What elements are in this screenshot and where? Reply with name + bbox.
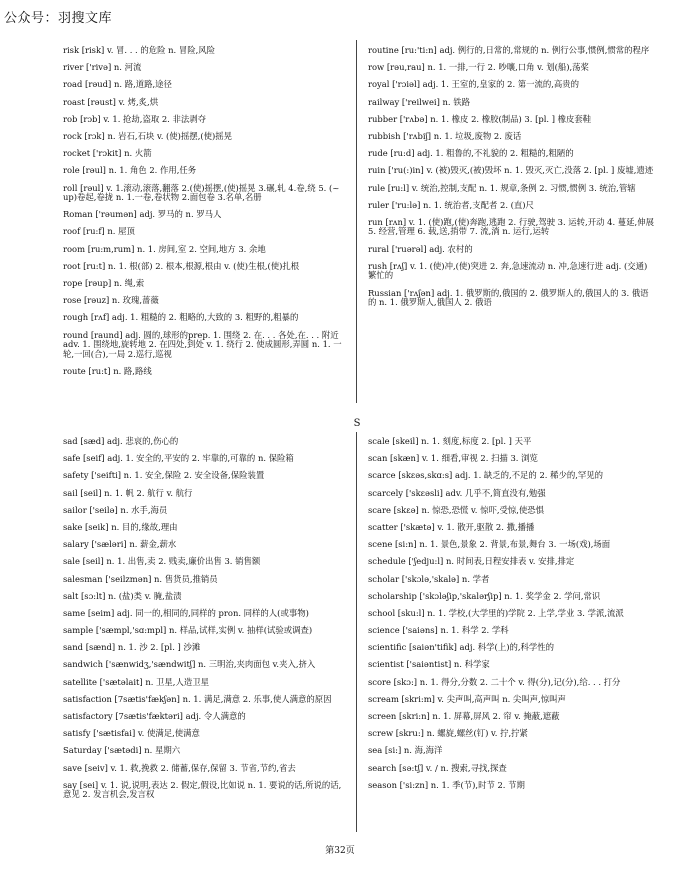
dictionary-entry: screen [skri:n] n. 1. 屏幕,屏风 2. 帘 v. 掩蔽,遮蔽 [368,711,560,721]
dictionary-entry: room [ru:m,rum] n. 1. 房间,室 2. 空间,地方 3. 余地 [63,243,266,254]
dictionary-entry: sample ['sæmpl,'sɑ:mpl] n. 样品,试样,实例 v. 抽样(试验或调查) [63,625,313,636]
dictionary-entry: route [ru:t] n. 路,路线 [63,365,152,376]
dictionary-entry: scholar ['skɔlə,'skalə] n. 学者 [368,573,490,584]
dictionary-entry: ruin ['ru(:)in] v. (被)毁灭,(被)毁坏 n. 1. 毁灭,灭亡,没落 2. [pl. ] 废墟,遗迹 [368,165,654,176]
header-title: 公众号：羽搜文库 [4,11,113,26]
dictionary-entry: satisfaction [7sætis'fækʃən] n. 1. 满足,满意 2. 乐事,使人满意的原因 [63,693,332,704]
column-top-left [63,46,345,384]
dictionary-entry: safety ['seifti] n. 1. 安全,保险 2. 安全设备,保险装置 [63,470,265,481]
dictionary-entry: rocket ['rɔkit] n. 火箭 [63,148,152,159]
dictionary-entry: royal ['rɔiəl] adj. 1. 王室的,皇家的 2. 第一流的,高贵的 [368,79,580,90]
dictionary-entry: Saturday ['sætədi] n. 星期六 [63,745,181,756]
dictionary-entry: salt [sɔ:lt] n. (盐)类 v. 腌,盐渍 [63,590,182,601]
dictionary-entry: scan [skæn] v. 1. 细看,审视 2. 扫描 3. 浏览 [368,453,538,464]
dictionary-entry: safe [seif] adj. 1. 安全的,平安的 2. 牢靠的,可靠的 n. 保险箱 [63,453,294,464]
dictionary-entry: scarcely ['skɛəsli] adv. 几乎不,简直没有,勉强 [368,487,546,498]
dictionary-entry: satellite ['sætəlait] n. 卫星,人造卫星 [63,676,209,687]
dictionary-entry: school [sku:l] n. 1. 学校,(大学里的)学院 2. 上学,学业 3. 学派,流派 [368,607,624,618]
dictionary-entry: rope [rəup] n. 绳,索 [63,278,145,289]
dictionary-entry: scientific [saiən'tifik] adj. 科学(上)的,科学性的 [368,642,554,653]
dictionary-entry: scatter ['skætə] v. 1. 散开,驱散 2. 撒,播播 [368,521,535,532]
dictionary-entry: sail [seil] n. 1. 帆 2. 航行 v. 航行 [63,487,193,498]
dictionary-entry: Roman ['rəumən] adj. 罗马的 n. 罗马人 [63,209,222,220]
dictionary-entry: satisfy ['sætisfai] v. 使满足,使满意 [63,728,200,739]
dictionary-entry: rule [ru:l] v. 统治,控制,支配 n. 1. 规章,条例 2. 习惯,惯例 3. 统治,管辖 [368,182,636,193]
dictionary-entry: rush [rʌʃ] v. 1. (使)冲,(使)突进 2. 奔,急速流动 n. 冲,急速行进 adj. (交通)繁忙的 [368,260,648,281]
dictionary-entry: score [skɔ:] n. 1. 得分,分数 2. 二十个 v. 得(分),记(分),给. . . 打分 [368,676,621,687]
dictionary-entry: root [ru:t] n. 1. 根(部) 2. 根本,根源,根由 v. (使)生根,(使)扎根 [63,260,300,271]
dictionary-entry: screw [skru:] n. 螺旋,螺丝(钉) v. 拧,拧紧 [368,728,528,739]
dictionary-entry: run [rʌn] v. 1. (使)跑,(使)奔跑,逃跑 2. 行驶,驾驶 3. 运转,开动 4. 蔓延,伸展 5. 经营,管理 6. 载,送,捎带 7. 流,淌 n. 运行,运转 [368,216,654,237]
dictionary-entry: river ['rivə] n. 河流 [63,62,142,73]
dictionary-entry: rude [ru:d] adj. 1. 粗鲁的,不礼貌的 2. 粗糙的,粗陋的 [368,148,574,159]
dictionary-entry: save [seiv] v. 1. 救,挽救 2. 储蓄,保存,保留 3. 节省,节约,省去 [63,762,296,773]
dictionary-entry: Russian ['rʌʃən] adj. 1. 俄罗斯的,俄国的 2. 俄罗斯人的,俄国人的 3. 俄语的 n. 1. 俄罗斯人,俄国人 2. 俄语 [368,287,649,308]
dictionary-entry: role [rəul] n. 1. 角色 2. 作用,任务 [63,165,197,176]
dictionary-entry: same [seim] adj. 同一的,相同的,同样的 pron. 同样的人(或事物) [63,607,309,618]
dictionary-entry: road [rəud] n. 路,道路,途径 [63,79,172,90]
dictionary-entry: satisfactory [7sætis'fæktəri] adj. 令人满意的 [63,711,246,721]
dictionary-entry: rubber ['rʌbə] n. 1. 橡皮 2. 橡胶(制品) 3. [pl. ] 橡皮套鞋 [368,113,592,124]
dictionary-entry: risk [risk] v. 冒. . . 的危险 n. 冒险,风险 [63,45,216,55]
dictionary-entry: routine [ru:'ti:n] adj. 例行的,日常的,常规的 n. 例行公事,惯例,惯常的程序 [368,45,650,55]
dictionary-entry: sale [seil] n. 1. 出售,卖 2. 贱卖,廉价出售 3. 销售额 [63,556,261,567]
dictionary-entry: scarce [skɛəs,skɑ:s] adj. 1. 缺乏的,不足的 2. 稀少的,罕见的 [368,470,604,481]
dictionary-entry: rock [rɔk] n. 岩石,石块 v. (使)摇摆,(使)摇晃 [63,130,233,141]
column-top-right [368,46,654,315]
dictionary-entry: sailor ['seilə] n. 水手,海员 [63,504,168,515]
section-letter: S [353,418,361,429]
column-divider-top [356,40,357,403]
dictionary-entry: rubbish ['rʌbiʃ] n. 1. 垃圾,废物 2. 废话 [368,130,522,141]
dictionary-entry: ruler ['ru:lə] n. 1. 统治者,支配者 2. (直)尺 [368,199,534,210]
column-bottom-left [63,437,345,808]
dictionary-entry: rob [rɔb] v. 1. 抢劫,盗取 2. 非法剥夺 [63,113,207,124]
dictionary-entry: rural ['ruərəl] adj. 农村的 [368,243,473,254]
dictionary-entry: science ['saiəns] n. 1. 科学 2. 学科 [368,625,509,636]
dictionary-entry: sea [si:] n. 海,海洋 [368,745,443,756]
dictionary-entry: salary ['sæləri] n. 薪金,薪水 [63,539,177,550]
dictionary-entry: sad [sæd] adj. 悲哀的,伤心的 [63,436,179,446]
dictionary-entry: row [rəu,rau] n. 1. 一排,一行 2. 吵嚷,口角 v. 划(船),荡桨 [368,62,589,73]
dictionary-entry: rough [rʌf] adj. 1. 粗糙的 2. 粗略的,大致的 3. 粗野的,粗暴的 [63,312,299,323]
column-divider-bottom [356,432,357,832]
dictionary-entry: round [raund] adj. 圆的,球形的prep. 1. 围绕 2. 在. . . 各处,在. . . 附近adv. 1. 围绕地,旋转地 2. 在四处,到处 v. 1. 绕行 2. 使成圆形,弄圆 n. 1. 一轮,一回(合),一局 2.巡行,巡视 [63,329,342,359]
column-bottom-right [368,437,654,798]
dictionary-entry: scream [skri:m] v. 尖声叫,高声叫 n. 尖叫声,惊叫声 [368,693,566,704]
dictionary-entry: schedule ['ʃedju:l] n. 时间表,日程安排表 v. 安排,排定 [368,556,575,567]
dictionary-entry: scene [si:n] n. 1. 景色,景象 2. 背景,布景,舞台 3. 一场(戏),场面 [368,539,611,550]
dictionary-entry: rose [rəuz] n. 玫瑰,蔷薇 [63,295,159,306]
dictionary-entry: roof [ru:f] n. 屋顶 [63,226,135,237]
dictionary-entry: roast [rəust] v. 烤,炙,烘 [63,96,159,107]
dictionary-entry: sand [sænd] n. 1. 沙 2. [pl. ] 沙滩 [63,642,201,653]
dictionary-entry: sake [seik] n. 目的,缘故,理由 [63,521,178,532]
dictionary-entry: scare [skɛə] n. 惊恐,恐慌 v. 惊吓,受惊,使恐惧 [368,504,545,515]
dictionary-entry: roll [rəul] v. 1.滚动,滚落,翻落 2.(使)摇摆,(使)摇晃 3.碾,轧 4.卷,绕 5. (~ up)卷起,卷拢 n. 1.一卷,卷状物 2.面包卷 3.名单,名册 [63,182,340,203]
dictionary-entry: scale [skeil] n. 1. 刻度,标度 2. [pl. ] 天平 [368,436,532,446]
page-number: 第32页 [325,846,355,856]
dictionary-entry: say [sei] v. 1. 说,说明,表达 2. 假定,假设,比如说 n. 1. 要说的话,所说的话,意见 2. 发言机会,发言权 [63,779,342,800]
dictionary-entry: search [sə:tʃ] v. / n. 搜索,寻找,探查 [368,762,507,773]
dictionary-entry: railway ['reilwei] n. 铁路 [368,96,470,107]
dictionary-entry: season ['si:zn] n. 1. 季(节),时节 2. 节期 [368,779,525,790]
dictionary-entry: scholarship ['skɔləʃip,'skalərʃip] n. 1. 奖学金 2. 学问,常识 [368,590,601,601]
dictionary-entry: scientist ['saiəntist] n. 科学家 [368,659,490,670]
dictionary-entry: salesman ['seilzmən] n. 售货员,推销员 [63,573,218,584]
dictionary-entry: sandwich ['sænwidʒ,'sændwitʃ] n. 三明治,夹肉面包 v.夹入,挤入 [63,659,316,670]
